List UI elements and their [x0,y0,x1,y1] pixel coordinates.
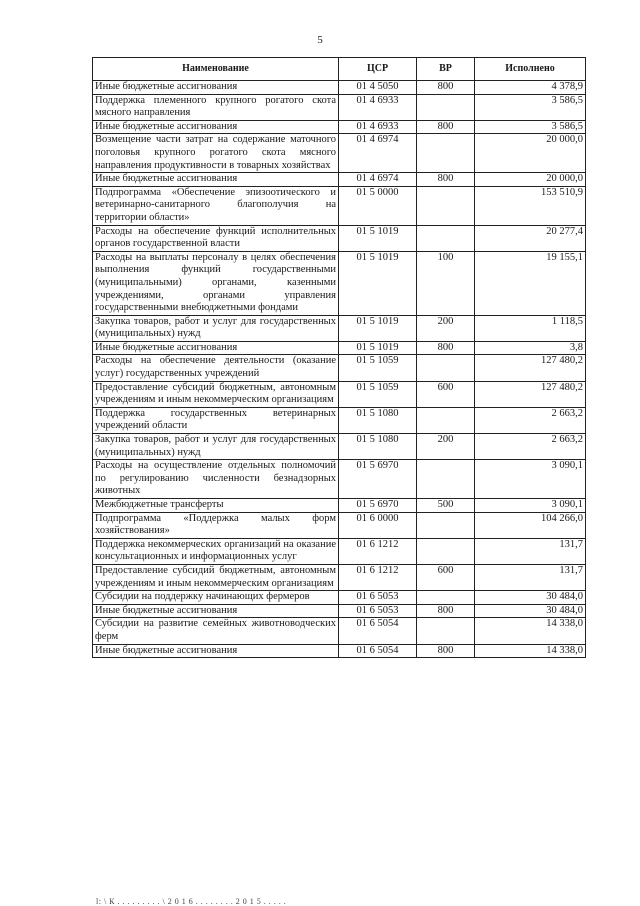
cell-vr [417,460,475,499]
cell-sum: 4 378,9 [475,81,586,95]
cell-sum: 3,8 [475,341,586,355]
table-row [93,315,586,341]
cell-csr: 01 5 1059 [339,355,417,381]
cell-vr [417,186,475,225]
table-body [93,81,586,658]
table-row [93,618,586,644]
cell-sum: 3 586,5 [475,94,586,120]
cell-csr: 01 5 1080 [339,407,417,433]
cell-name: Поддержка племенного крупного рогатого скота мясного направления [93,94,339,120]
column-header-vr: ВР [417,58,475,81]
table-row [93,644,586,658]
cell-csr: 01 6 1212 [339,538,417,564]
cell-name: Закупка товаров, работ и услуг для государственных (муниципальных) нужд [93,315,339,341]
cell-vr [417,538,475,564]
cell-csr: 01 4 5050 [339,81,417,95]
cell-sum: 20 000,0 [475,173,586,187]
cell-vr: 100 [417,251,475,315]
cell-name: Предоставление субсидий бюджетным, автономным учреждениям и иным некоммерческим организациям [93,564,339,590]
cell-csr: 01 6 0000 [339,512,417,538]
cell-sum: 20 000,0 [475,134,586,173]
cell-sum: 131,7 [475,538,586,564]
cell-name: Поддержка некоммерческих организаций на оказание консультационных и информационных услуг [93,538,339,564]
cell-name: Иные бюджетные ассигнования [93,644,339,658]
cell-name: Расходы на выплаты персоналу в целях обеспечения выполнения функций государственными (муниципальными) органами, казенными учреждениями, органами управления государственными внебюджетными фондами [93,251,339,315]
cell-name: Межбюджетные трансферты [93,499,339,513]
cell-sum: 1 118,5 [475,315,586,341]
cell-csr: 01 6 5054 [339,644,417,658]
table-row [93,225,586,251]
column-header-csr: ЦСР [339,58,417,81]
table-row [93,120,586,134]
table-row [93,173,586,187]
cell-csr: 01 4 6933 [339,120,417,134]
column-header-sum: Исполнено [475,58,586,81]
table-row [93,407,586,433]
cell-name: Предоставление субсидий бюджетным, автономным учреждениям и иным некоммерческим организациям [93,381,339,407]
cell-sum: 19 155,1 [475,251,586,315]
cell-sum: 14 338,0 [475,618,586,644]
table-header-row [93,58,586,81]
cell-sum: 3 090,1 [475,460,586,499]
cell-name: Закупка товаров, работ и услуг для государственных (муниципальных) нужд [93,434,339,460]
page-number: 5 [317,34,323,46]
cell-vr: 600 [417,564,475,590]
table-row [93,381,586,407]
cell-vr: 200 [417,434,475,460]
cell-vr [417,94,475,120]
cell-sum: 2 663,2 [475,434,586,460]
footer-scrap: l: \ К . . . . . . . . . \ 2 0 1 6 . . . . . . . . 2 0 1 5 . . . . . [96,897,287,906]
cell-vr: 600 [417,381,475,407]
table-row [93,512,586,538]
cell-vr [417,512,475,538]
cell-vr: 200 [417,315,475,341]
cell-sum: 3 090,1 [475,499,586,513]
cell-name: Возмещение части затрат на содержание маточного поголовья крупного рогатого скота мясного направления продуктивности в товарных хозяйствах [93,134,339,173]
table-row [93,434,586,460]
cell-name: Иные бюджетные ассигнования [93,341,339,355]
table-row [93,355,586,381]
cell-name: Иные бюджетные ассигнования [93,81,339,95]
cell-name: Субсидии на развитие семейных животноводческих ферм [93,618,339,644]
cell-vr: 800 [417,644,475,658]
cell-vr [417,355,475,381]
cell-vr [417,407,475,433]
cell-sum: 30 484,0 [475,604,586,618]
cell-vr: 500 [417,499,475,513]
cell-sum: 2 663,2 [475,407,586,433]
cell-name: Иные бюджетные ассигнования [93,173,339,187]
cell-sum: 127 480,2 [475,381,586,407]
cell-vr: 800 [417,173,475,187]
cell-vr: 800 [417,81,475,95]
cell-csr: 01 5 1059 [339,381,417,407]
table-row [93,251,586,315]
cell-csr: 01 4 6974 [339,173,417,187]
cell-sum: 104 266,0 [475,512,586,538]
cell-vr [417,225,475,251]
cell-vr: 800 [417,341,475,355]
cell-sum: 20 277,4 [475,225,586,251]
table-row [93,186,586,225]
cell-sum: 131,7 [475,564,586,590]
cell-csr: 01 5 6970 [339,460,417,499]
cell-vr: 800 [417,604,475,618]
cell-csr: 01 5 1080 [339,434,417,460]
budget-table [92,57,586,658]
cell-sum: 14 338,0 [475,644,586,658]
cell-sum: 127 480,2 [475,355,586,381]
cell-vr [417,134,475,173]
cell-sum: 153 510,9 [475,186,586,225]
cell-sum: 3 586,5 [475,120,586,134]
table-row [93,538,586,564]
cell-name: Подпрограмма «Обеспечение эпизоотического и ветеринарно-санитарного благополучия на территории области» [93,186,339,225]
cell-csr: 01 5 0000 [339,186,417,225]
cell-vr [417,591,475,605]
cell-name: Расходы на осуществление отдельных полномочий по регулированию численности безнадзорных животных [93,460,339,499]
table-row [93,499,586,513]
cell-csr: 01 5 1019 [339,225,417,251]
cell-name: Расходы на обеспечение функций исполнительных органов государственной власти [93,225,339,251]
cell-name: Поддержка государственных ветеринарных учреждений области [93,407,339,433]
table-row [93,94,586,120]
table-row [93,81,586,95]
cell-csr: 01 6 5053 [339,591,417,605]
table-row [93,341,586,355]
cell-name: Иные бюджетные ассигнования [93,120,339,134]
cell-name: Подпрограмма «Поддержка малых форм хозяйствования» [93,512,339,538]
cell-name: Иные бюджетные ассигнования [93,604,339,618]
cell-csr: 01 5 1019 [339,251,417,315]
cell-csr: 01 4 6974 [339,134,417,173]
cell-csr: 01 5 6970 [339,499,417,513]
cell-sum: 30 484,0 [475,591,586,605]
cell-name: Субсидии на поддержку начинающих фермеров [93,591,339,605]
cell-vr: 800 [417,120,475,134]
cell-name: Расходы на обеспечение деятельности (оказание услуг) государственных учреждений [93,355,339,381]
cell-csr: 01 5 1019 [339,341,417,355]
cell-csr: 01 6 1212 [339,564,417,590]
cell-csr: 01 4 6933 [339,94,417,120]
cell-vr [417,618,475,644]
column-header-name: Наименование [93,58,339,81]
cell-csr: 01 6 5054 [339,618,417,644]
table-row [93,591,586,605]
cell-csr: 01 6 5053 [339,604,417,618]
table-row [93,460,586,499]
table-row [93,134,586,173]
cell-csr: 01 5 1019 [339,315,417,341]
table-row [93,604,586,618]
table-row [93,564,586,590]
